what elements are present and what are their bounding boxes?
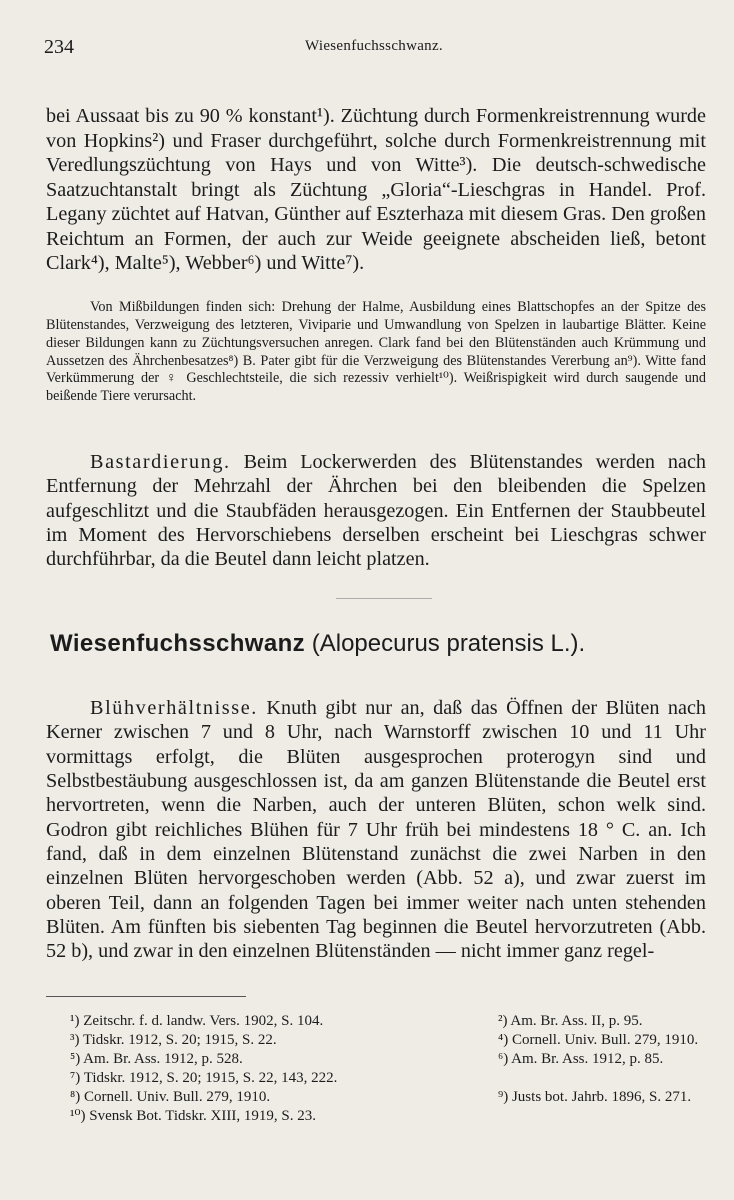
paragraph-malformations: Von Mißbildungen finden sich: Drehung der Halme, Ausbildung eines Blattschopfes an der Spitze des Blütenstandes, Verzweigung des letzteren, Viviparie und Umwandlung von Spelzen in laubartige Blätter. Keine dieser Bildungen kann zu Züchtungsversuchen anregen. Clark fand bei den Blütenständen auch Krümmung und Aussetzen des Ährchenbesatzes⁸) B. Pater gibt für die Verzweigung des Blütenstandes Vererbung an⁹). Witte fand Verkümmerung der ♀ Geschlechtsteile, die sich rezessiv verhielt¹⁰). Weißrispigkeit wird durch saugende und beißende Tiere verursacht.: [46, 299, 706, 405]
footnote-1: ¹) Zeitschr. f. d. landw. Vers. 1902, S. 104.: [70, 1013, 324, 1029]
footnote-9: ⁹) Justs bot. Jahrb. 1896, S. 271.: [498, 1089, 692, 1105]
footnote-8: ⁸) Cornell. Univ. Bull. 279, 1910.: [70, 1089, 271, 1105]
paragraph-breeding: bei Aussaat bis zu 90 % konstant¹). Züchtung durch Formenkreistrennung wurde von Hopkins²) und Fraser durchgeführt, solche durch Formenkreistrennung mit Veredlungszüchtung von Hays und von Witte³). Die deutsch-schwedische Saatzuchtanstalt bringt als Züchtung „Gloria“-Lieschgras in Handel. Prof. Legany züchtet auf Hatvan, Günther auf Eszterhaza mit diesem Gras. Den großen Reichtum an Formen, der auch zur Weide geeignete abscheiden ließ, betont Clark⁴), Malte⁵), Webber⁶) und Witte⁷).: [46, 105, 706, 275]
footnotes: [70, 1012, 706, 1126]
footnote-row: [70, 1088, 706, 1107]
footnote-rule: [46, 996, 246, 997]
paragraph-flowering-text: Knuth gibt nur an, daß das Öffnen der Blüten nach Kerner zwischen 7 und 8 Uhr, nach Warnstorff zwischen 10 und 11 Uhr vormittags erfolgt, die Blüten ausgesprochen proterogyn sind und Selbstbestäubung ausgeschlossen ist, da am ganzen Blütenstande die Beutel erst hervortreten, wenn die Narben, auch der unteren Blüten, schon welk sind. Godron gibt reichliches Blühen für 7 Uhr früh bei mindestens 18 ° C. an. Ich fand, daß in dem einzelnen Blütenstand zunächst die zwei Narben in den einzelnen Blüten hervorgeschoben werden (Abb. 52 a), und zwar zuerst im oberen Teil, dann an folgenden Tagen bei immer weiter nach unten stehenden Blüten. Am fünften bis siebenten Tag beginnen die Beutel hervorzutreten (Abb. 52 b), und zwar in den einzelnen Blütenständen — nicht immer ganz regel-: [46, 697, 707, 963]
footnote-row: [70, 1050, 706, 1069]
footnote-6: ⁶) Am. Br. Ass. 1912, p. 85.: [498, 1051, 664, 1067]
section-divider: [336, 598, 432, 599]
heading-sub: (Alopecurus pratensis L.).: [311, 630, 586, 657]
footnote-3: ³) Tidskr. 1912, S. 20; 1915, S. 22.: [70, 1032, 277, 1048]
section-lead-flowering: Blühverhältnisse.: [90, 697, 258, 720]
footnote-7: ⁷) Tidskr. 1912, S. 20; 1915, S. 22, 143, 222.: [70, 1070, 338, 1086]
running-title: Wiesenfuchsschwanz.: [305, 38, 443, 54]
footnote-5: ⁵) Am. Br. Ass. 1912, p. 528.: [70, 1051, 243, 1067]
section-heading: [50, 630, 706, 658]
section-lead-hybridization: Bastardierung.: [90, 451, 231, 474]
page-header: [44, 36, 704, 60]
footnote-2: ²) Am. Br. Ass. II, p. 95.: [498, 1013, 643, 1029]
paragraph-flowering: [46, 696, 706, 963]
page-number: 234: [44, 36, 74, 58]
footnote-row: [70, 1107, 706, 1126]
paragraph-hybridization: [46, 450, 706, 571]
footnote-row: [70, 1031, 706, 1050]
footnote-10: ¹⁰) Svensk Bot. Tidskr. XIII, 1919, S. 23.: [70, 1108, 316, 1124]
paragraph-hybridization-text: Beim Lockerwerden des Blütenstandes werden nach Entfernung der Mehrzahl der Ährchen bei den bleibenden die Spelzen aufgeschlitzt und die Staubfäden herausgezogen. Ein Entfernen der Staubbeutel im Moment des Hervorschiebens derselben erscheint bei Lieschgras schwer durchführbar, da die Beutel dann leicht platzen.: [46, 451, 706, 571]
footnote-row: [70, 1012, 706, 1031]
heading-main: Wiesenfuchsschwanz: [50, 630, 306, 657]
footnote-4: ⁴) Cornell. Univ. Bull. 279, 1910.: [498, 1032, 699, 1048]
footnote-row: [70, 1069, 706, 1088]
